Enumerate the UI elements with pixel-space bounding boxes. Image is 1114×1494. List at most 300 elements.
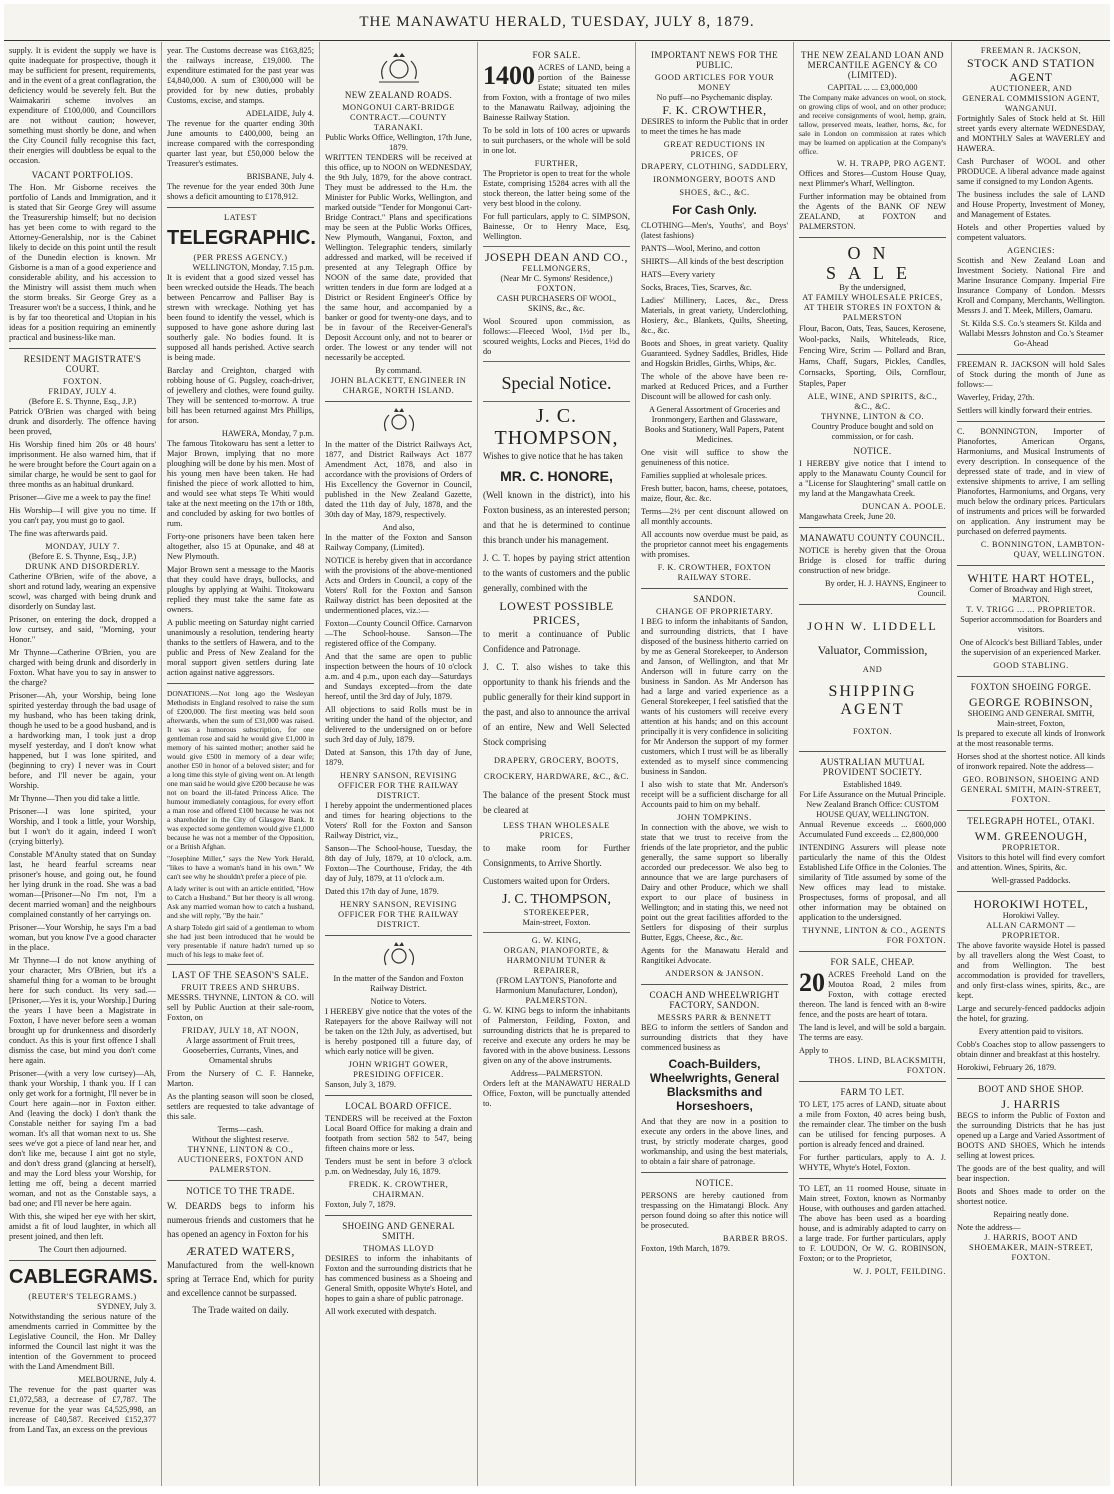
article-paragraph: The business includes the sale of LAND and House Property, Investment of Money, and Management of Estates.	[957, 190, 1105, 219]
advertiser-name: GEORGE ROBINSON,	[968, 695, 1093, 709]
article-paragraph: The Company make advances on wool, on stock, on growing clips of wool, and on other produce; and receive consignments of wool, hemp, grain, tallow, preserved meats, leather, horns, &c, for sale in London on commission at rates which may be learned on application at the Company's office.	[799, 93, 946, 156]
article-paragraph: The goods are of the best quality, and will bear inspection.	[957, 1164, 1105, 1183]
article-paragraph: Boots and Shoes, in great variety. Quality Guaranteed. Sydney Saddles, Bridles, Hide and Hogskin Bridles, Girths, Whips, &c.	[641, 339, 788, 368]
section-heading: FOXTON SHOEING FORGE.	[970, 682, 1092, 692]
article-paragraph: Sanson—The School-house, Tuesday, the 8th day of July, 1879, at 10 o'clock, a.m. Foxton—The Courthouse, Friday, the 4th day of July, 1879, at 11 o'clock a.m.	[325, 844, 472, 883]
article-paragraph: To be sold in lots of 100 acres or upwards to suit purchasers, or the whole will be sold in one lot.	[483, 126, 630, 155]
dateline: FOXTON.	[62, 377, 103, 386]
signature: JOHN TOMPKINS.	[677, 813, 752, 822]
article-paragraph: DONATIONS.—Not long ago the Wesleyan Methodists in England resolved to raise the sum of £200,000. The first meeting was held soon afterwards, when the sum of £31,000 was raised. It was a humorous subscription, for one gentleman rose and said he would give £1,000 in memory of his sainted mother; another said he would give £500 in memory of a dear wife; another £50 in honor of a beloved sister; and for a long time this style of giving went on. At length one man said he would give £200 because he was not on board the ill-fated Princess Alice. The humour immediately contagious, for every effort a man rose and offered £100 because he was not a shareholder in the City of Glasgow Bank. It was expected some gentlemen would give £1,000 because he was not a member of the Opposition, or a British Afghan.	[167, 689, 314, 851]
article-paragraph: His Worship—I will give you no time. If you can't pay, you must go to gaol.	[9, 506, 156, 525]
masthead	[4, 4, 1110, 41]
column-4	[478, 42, 636, 1486]
advertiser-name: F. K. CROWTHER,	[662, 103, 767, 117]
article-paragraph: Socks, Braces, Ties, Scarves, &c.	[641, 283, 752, 292]
divider	[957, 421, 1105, 422]
section-heading: SHOEING AND GENERAL SMITH.	[342, 1221, 455, 1241]
signature: JOHN WRIGHT GOWER, PRESIDING OFFICER.	[348, 1060, 449, 1079]
article-paragraph: DESIRES to inform the inhabitants of Foxton and the surrounding districts that he has commenced business as a Shoeing and General Smith, opposite Whyte's Hotel, and hopes to gain a share of public patronage.	[325, 1254, 472, 1303]
article-paragraph: J. C. T. hopes by paying strict attention to the wants of customers and the public generally, combined with the	[483, 553, 630, 593]
subheading: PRICES,	[539, 831, 574, 840]
subheading: STOREKEEPER,	[523, 908, 590, 917]
cablegrams-title: CABLEGRAMS.	[9, 1266, 158, 1288]
article-paragraph: NOTICE is hereby given that in accordance with the provisions of the above-mentioned Acts and Orders in Council, a copy of the Voters' Roll for the Foxton and Sanson Railway district has been deposited at the undermentioned places, viz.:—	[325, 556, 472, 615]
article-paragraph: Is prepared to execute all kinds of Ironwork at the most reasonable terms.	[957, 729, 1105, 748]
article-paragraph: (Well known in the district), into his Foxton business, as an interested person; and that he is determined to continue this branch under his management.	[483, 490, 630, 545]
signature: FREDK. K. CROWTHER, CHAIRMAN.	[348, 1180, 449, 1199]
article-paragraph: A lady writer is out with an article entitled, "How to Catch a Husband." But her theory is all wrong. Ask any married woman how to catch a husband, and she will reply, "By the hair."	[167, 884, 314, 920]
column-2	[162, 42, 320, 1486]
article-paragraph: TO LET, an 11 roomed House, situate in Main street, Foxton, known as Normanby House, with outhouses and garden attached. The above has been used as a boarding house, and is admirably adapted to carry on a large trade. For further particulars, apply to F. LOUDON, Or W. G. ROBINSON, Foxton; or to the Proprietor,	[799, 1184, 946, 1263]
divider	[957, 891, 1105, 892]
article-paragraph: Foxton—County Council Office. Carnarvon—The School-house. Sanson—The registered office of the Company.	[325, 619, 472, 648]
article-paragraph: to merit a continuance of Public Confidence and Patronage.	[483, 629, 630, 654]
article-paragraph: Wool Scoured upon commission, as follows:—Fleeced Wool, 1½d per lb., scoured weights, Locks and Pieces, 1½d do do	[483, 317, 630, 356]
acres-text: ACRES of LAND, being a portion of the Bainesse Estate; situated ten miles from Foxton, with a frontage of two miles to the Manawatu Railway, adjoining the Bainesse Railway Station.	[483, 63, 630, 122]
article-paragraph: All work executed with despatch.	[325, 1307, 437, 1316]
article-paragraph: One visit will suffice to show the genuineness of this notice.	[641, 448, 788, 467]
dateline: Horokiwi Valley.	[1002, 911, 1060, 920]
column-6	[794, 42, 952, 1486]
article-paragraph: Customers waited upon for Orders.	[483, 876, 610, 886]
article-paragraph: A public meeting on Saturday night carried unanimously a resolution, tendering hearty thanks to the settlers of Hawera, and to the public and Press of New Zealand for the moral support given settlers during late action against native aggressors.	[167, 618, 314, 677]
advertiser-name: FREEMAN R. JACKSON,	[980, 46, 1082, 55]
dateline: HAWERA, Monday, 7 p.m.	[221, 429, 314, 438]
dateline: Note the address—	[957, 1223, 1021, 1232]
section-heading: VACANT PORTFOLIOS.	[31, 170, 134, 180]
dateline: (Before E. S. Thynne, Esq., J.P.)	[28, 552, 137, 561]
acres-number: 20	[799, 968, 825, 997]
subheading: ÆRATED WATERS,	[186, 1244, 295, 1258]
article-paragraph: The famous Titokowaru has sent a letter to Major Brown, implying that no more ploughing will be done by his men. Most of his young men have been taken. He had finished the piece of work allotted to him, and would see what steps Te Whiti would take at the next meeting on the 17th or 18th, and concluded by asking for two bottles of rum.	[167, 439, 314, 528]
signature: W. J. POLT, FEILDING.	[853, 1267, 946, 1276]
subheading: GOOD ARTICLES FOR YOUR MONEY	[654, 73, 775, 92]
divider	[799, 951, 946, 952]
dateline: Established 1849.	[843, 780, 902, 789]
subheading: Notice to Voters.	[370, 997, 427, 1006]
advertiser-name: JOHN W. LIDDELL	[807, 619, 938, 633]
article-paragraph: Fresh butter, bacon, hams, cheese, potatoes, maize, flour, &c. &c.	[641, 484, 788, 503]
advertiser-name: JOSEPH DEAN AND CO.,	[484, 250, 628, 264]
special-notice-title: Special Notice.	[501, 373, 612, 393]
subheading: Coach-Builders, Wheelwrights, General Blacksmiths and Horseshoers,	[649, 1057, 780, 1113]
subheading: GREAT REDUCTIONS IN	[663, 140, 766, 149]
divider	[957, 810, 1105, 811]
dateline: Foxton, 19th March, 1879.	[641, 1244, 730, 1253]
article-paragraph: One of Alcock's best Billiard Tables, under the supervision of an experienced Marker.	[959, 638, 1103, 657]
article-paragraph: I HEREBY give notice that the votes of the Ratepayers for the above Railway will not be taken on the 12th July, as advertised, but is hereby postponed till a future day, of which early notice will be given.	[325, 1007, 472, 1056]
dateline: By the undersigned,	[839, 283, 906, 292]
divider	[799, 751, 946, 752]
article-paragraph: As the planting season will soon be closed, settlers are requested to take advantage of this sale.	[167, 1092, 314, 1121]
article-paragraph: SHIRTS—All kinds of the best description	[641, 257, 784, 266]
article-paragraph: Ladies' Millinery, Laces, &c., Dress Materials, in great variety, Underclothing, Hosiery, &c., Blankets, Quilts, Sheeting, &c., &c.	[641, 296, 788, 335]
subheading: ALE, WINE, AND SPIRITS, &C., &C., &C.	[807, 392, 938, 411]
divider	[325, 1215, 472, 1216]
article-paragraph: From the Nursery of C. F. Hanneke, Marton.	[167, 1069, 314, 1088]
advertisement	[483, 401, 630, 928]
article-paragraph: year. The Customs decrease was £163,825; the railways increase, £19,000. The expenditure estimated for the past year was £4,840,000. A sum of £300,000 will be provided for by new duties, probably Customs, excise, and stamps.	[167, 46, 314, 105]
dateline: Mangawhata Creek, June 20.	[799, 512, 896, 521]
article-paragraph: I also wish to state that Mr. Anderson's receipt will be a sufficient discharge for all Accounts paid to him on my behalf.	[641, 780, 788, 809]
article-paragraph: supply. It is evident the supply we have is quite inadequate for prospective, though it may be sufficient for present, requirements, and in the event of a great conflagration, the deficiency would be severely felt. But the Waimakariri scheme involves an expenditure of £100,000, and Councillors are not without caution; however, something must shortly be done, and when the City Council fully recognise this fact, their energies will doubtless be equal to the occasion.	[9, 46, 156, 165]
signature: F. K. CROWTHER, FOXTON RAILWAY STORE.	[657, 563, 772, 582]
subheading: ORGAN, PIANOFORTE, & HARMONIUM TUNER & REPAIRER,	[503, 946, 610, 975]
dateline: FOXTON.	[536, 284, 577, 293]
subheading: PRICES, OF	[690, 150, 739, 159]
article-paragraph: Mr Thynne—Catherine O'Brien, you are charged with being drunk and disorderly in Foxton. What have you to say in answer to the charge?	[9, 648, 156, 687]
article-paragraph: NOTICE is hereby given that the Oroua Bridge is closed for traffic during construction of new bridge.	[799, 546, 946, 575]
article-paragraph: The fine was afterwards paid.	[9, 529, 108, 538]
subheading: AUCTIONEER, AND	[989, 84, 1073, 93]
dateline: Main-street, Foxton.	[522, 918, 591, 927]
divider	[325, 401, 472, 402]
subheading: LESS THAN WHOLESALE	[503, 821, 610, 830]
signature: THOS. LIND, BLACKSMITH, FOXTON.	[828, 1056, 946, 1075]
article-paragraph: Forty-one prisoners have been taken here altogether, also 15 at Opunake, and 48 at New Plymouth.	[167, 532, 314, 561]
article-paragraph: Agents for the Manawatu Herald and Rangitikei Advocate.	[641, 946, 788, 965]
dateline: For Life Assurance on the Mutual Principle.	[799, 790, 946, 799]
divider	[325, 1095, 472, 1096]
article-paragraph: St. Kilda S.S. Co.'s steamers St. Kilda and Wallabi Messrs Johnston and Co.'s Steamer Go-Ahead	[958, 319, 1104, 348]
section-heading: COACH AND WHEELWRIGHT FACTORY, SANDON.	[649, 990, 780, 1010]
advertiser-name: G. W. KING,	[531, 936, 582, 945]
section-heading: TELEGRAPH HOTEL, OTAKI.	[967, 816, 1095, 826]
signature: By order, H. J. HAYNS, Engineer to Council.	[824, 579, 946, 598]
divider	[799, 1081, 946, 1082]
article-paragraph: In the matter of the Foxton and Sanson Railway Company, (Limited).	[325, 533, 472, 552]
subheading: AT FAMILY WHOLESALE PRICES, AT THEIR STORES IN FOXTON & PALMERSTON	[802, 293, 943, 322]
divider	[167, 964, 314, 965]
article-paragraph: BEG to inform the settlers of Sandon and surrounding districts that they have commenced business as	[641, 1023, 788, 1052]
advertiser-name: WHITE HART HOTEL,	[967, 571, 1095, 585]
dateline: WANGANUI.	[1004, 104, 1058, 113]
on-sale-title: ON SALE	[826, 243, 919, 283]
subheading: (REUTER'S TELEGRAMS.)	[28, 1292, 137, 1301]
dateline: BRISBANE, July 4.	[246, 172, 314, 181]
article-paragraph: Catherine O'Brien, wife of the above, a short and rotund lady, wearing an expensive scowl, was charged with being drunk and disorderly on Sunday last.	[9, 572, 156, 611]
acres-text: ACRES Freehold Land on the Moutoa Road, 2 miles from Foxton, with cottage erected thereon. The land is fenced with an 8-wire fence, and the posts are heart of totara.	[799, 970, 946, 1019]
telegraphic-title: TELEGRAPHIC.	[167, 227, 316, 249]
subheading: MONGONUI CART-BRIDGE CONTRACT.—COUNTY TARANAKI.	[342, 103, 455, 132]
divider	[641, 1172, 788, 1173]
article-paragraph: Prisoner—Give me a week to pay the fine!	[9, 493, 152, 502]
section-heading: AUSTRALIAN MUTUAL PROVIDENT SOCIETY.	[819, 757, 926, 777]
article-paragraph: The above favorite wayside Hotel is passed by all travellers along the West Coast, to and from Wellington. The best accommodation is provided for travellers, and only first-class wines, spirits, &c., are kept.	[957, 941, 1105, 1000]
subheading: LATEST	[224, 213, 257, 222]
article-paragraph: "Josephine Miller," says the New York Herald, "likes to have a woman's hand in his own." We can't see why he shouldn't prefer a piece of pie.	[167, 854, 314, 881]
article-paragraph: to make room for Further Consignments, to Arrive Shortly.	[483, 843, 630, 868]
article-paragraph: In connection with the above, we wish to state that we trust to receive from the friends of the late proprietor, and the public generally, the same support so liberally accorded our predecessor. We also beg to announce that we are large purchasers of Dairy and other Produce, which we shall export to our place of business in Wellington; and in stating this, we need not point out the great facilities afforded to the Settlers for disposing of their surplus Butter, Eggs, Cheese, &c., &c.	[641, 823, 788, 942]
signature: ANDERSON & JANSON.	[665, 969, 764, 978]
article-paragraph: Prisoner—(with a very low curtsey)—Ah, thank your Worship, I thank you. If I can only get work for a fortnight, I'll never be in Court here again—nor in Foxton either. And (leaving the dock) I don't thank the Constable neither for saying I'm a bad woman. It's all that woman next to us. She sees we've got a piece of land near her, and don't like me, because I aint got no style, and don't dress grand (glancing at herself), and may the Lord bless your Worship, for letting me off, being a decent married woman, and not as the Constable says, a bad one; and I'll never be here again.	[9, 1069, 156, 1208]
page-title: THE MANAWATU HERALD, TUESDAY, JULY 8, 1879.	[359, 13, 755, 30]
article-paragraph: TO LET, 175 acres of LAND, situate about a mile from Foxton, 40 acres being bush, the remainder clear. The timber on the bush can be utilised for fencing purposes. A portion is already fenced and drained.	[799, 1100, 946, 1149]
royal-crest-icon	[325, 941, 472, 969]
divider	[9, 348, 156, 349]
article-paragraph: And that they are now in a position to execute any orders in the above lines, and trust, by strictly moderate charges, good workmanship, and using the best materials, to obtain a fair share of patronage.	[641, 1117, 788, 1166]
column-3	[320, 42, 478, 1486]
article-paragraph: TENDERS will be received at the Foxton Local Board Office for making a drain and footpath from section 582 to 547, being fifteen chains more or less.	[325, 1114, 472, 1153]
article-paragraph: Prisoner—Ah, your Worship, being lone spirited yesterday through the bad usage of my husband, who has been taking drink, though he used to be a good husband, and is a hardworking man, I took just a drop myself yesterday, and I don't know what happened, but I was lone spirited, and (beginning to cry) I never was in Court before, and I'll never be again, your Worship.	[9, 691, 156, 790]
section-heading: THE NEW ZEALAND LOAN AND MERCANTILE AGENCY & CO (LIMITED).	[801, 50, 944, 80]
dateline: (FROM LAYTON'S, Pianoforte and Harmonium Manufacturer, London),	[495, 976, 618, 995]
advertiser-name: WM. GREENOUGH,	[974, 829, 1088, 843]
dateline: Corner of Broadway and High street, MARTON.	[969, 585, 1093, 604]
article-paragraph: The revenue for the year ended 30th June shows a deficit amounting to £178,912.	[167, 182, 314, 201]
signature: THYNNE, LINTON & CO.	[820, 412, 925, 421]
subheading: FURTHER,	[534, 159, 579, 168]
article-paragraph: INTENDING Assurers will please note particularly the name of this the Oldest Established Life Office in the Colonies. The similarity of Title assumed by some of the New offices may lead to mistake. Prospectuses, forms of proposal, and all other information may be obtained on application to the undersigned.	[799, 843, 946, 922]
divider	[957, 354, 1105, 355]
article-paragraph: I BEG to inform the inhabitants of Sandon, and surrounding districts, that I have disposed of the business hitherto carried on by me as General Storekeeper, to Anderson and Janson, of Wellington, and that Mr Anderson will in future carry on the business in Sandon. As Mr Anderson has had a large and varied experience as a General Storekeeper, I feel satisfied that the wants of his customers will receive every attention at his hands; and on this account principally it is very confidence in soliciting for Mr Anderson the support of my former customers, which I trust will be as liberally extended as to myself since commencing business in Sandon.	[641, 617, 789, 776]
dateline: Foxton, July 7, 1879.	[325, 1200, 396, 1209]
article-paragraph: Wishes to give notice that he has taken	[483, 451, 623, 461]
acres-number: 1400	[483, 61, 535, 90]
section-heading: IMPORTANT NEWS FOR THE PUBLIC.	[651, 50, 778, 70]
article-paragraph: All objections to said Rolls must be in writing under the hand of the objector, and delivered to the undersigned on or before such 3rd day of July, 1879.	[325, 705, 472, 744]
article-paragraph: G. W. KING begs to inform the inhabitants of Palmerston, Feilding, Foxton, and surrounding districts that he is prepared to receive and execute any orders he may be favored with in the above business. Lessons given on any of the above instruments.	[483, 1006, 630, 1065]
article-paragraph: CASH PURCHASERS OF WOOL, SKINS, &c., &c.	[496, 294, 617, 313]
article-paragraph: Major Brown sent a message to the Maoris that they could have drays, bullocks, and ploughs by applying at Waihi. Titokowaru replied they must take the same fate as owners.	[167, 565, 314, 614]
article-paragraph: Repairing neatly done.	[993, 1210, 1069, 1219]
divider	[167, 207, 314, 208]
goods-list: Flour, Bacon, Oats, Teas, Sauces, Kerosene, Wool-packs, Nails, Whiteleads, Rice, Fencing Wire, Scrim — Pollard and Bran, Hams, Chaff, Sugars, Pickles, Candles, Cornsacks, Sporting, Oils, Cornflour, Staples, Paper	[799, 324, 946, 388]
section-heading: FOR SALE, CHEAP.	[830, 957, 915, 967]
subheading: PROPRIETOR.	[1001, 843, 1061, 852]
signature: HENRY SANSON, REVISING OFFICER FOR THE RAILWAY DISTRICT.	[338, 771, 459, 800]
article-paragraph: DESIRES to inform the Public that in order to meet the times he has made	[641, 117, 788, 136]
divider	[641, 984, 788, 985]
section-heading: NOTICE.	[853, 446, 892, 456]
article-paragraph: Mr Thynne—Then you did take a little.	[9, 794, 140, 803]
column-7	[952, 42, 1110, 1486]
article-paragraph	[799, 970, 946, 1020]
signature: JOHN BLACKETT, ENGINEER IN CHARGE, NORTH ISLAND.	[330, 376, 467, 395]
divider	[957, 676, 1105, 677]
article-paragraph: Families supplied at wholesale prices.	[641, 471, 768, 480]
signature: W. H. TRAPP, PRO AGENT.	[836, 159, 946, 168]
column-5	[636, 42, 794, 1486]
signature: THYNNE, LINTON & CO., AUCTIONEERS, FOXTON AND PALMERSTON.	[177, 1145, 304, 1174]
article-paragraph: Annual Revenue exceeds ... £600,000 Accumulated Fund exceeds ... £2,800,000	[799, 820, 946, 839]
article-paragraph: Notwithstanding the serious nature of the amendments carried in Committee by the Legislative Council, the Hon. Mr Dalley informed the Council last night it was the intention of the Government to proceed with the Land Amendment Bill.	[9, 1312, 156, 1371]
article-paragraph: The Court then adjourned.	[38, 1245, 127, 1254]
terms: Terms—cash.	[217, 1125, 264, 1134]
section-heading: FOR SALE.	[532, 50, 581, 60]
goods-list: DRAPERY, GROCERY, BOOTS, CROCKERY, HARDWARE, &C., &C.	[483, 756, 630, 781]
article-paragraph: Orders left at the MANAWATU HERALD Office, Foxton, will be punctually attended to.	[483, 1079, 630, 1108]
article-paragraph: HATS—Every variety	[641, 270, 715, 279]
subheading: GENERAL COMMISSION AGENT,	[962, 94, 1100, 103]
dateline: T. V. TRIGG ... ... PROPRIETOR.	[966, 605, 1096, 614]
article-paragraph: His Worship fined him 20s or 48 hours' imprisonment. He also warned him, that if he were brought before the Court again on a similar charge, he would be sent to gaol for three months as an habitual drunkard.	[9, 440, 156, 489]
royal-crest-icon	[325, 407, 472, 435]
subheading: AGENCIES:	[1007, 246, 1055, 255]
goods-list: DRAPERY, CLOTHING, SADDLERY, IRONMONGERY, BOOTS AND SHOES, &C., &C.	[641, 162, 788, 197]
article-paragraph: With this, she wiped her eye with her skirt, amidst a fit of loud laughter, in which all present joined, and then left.	[9, 1212, 156, 1241]
divider	[641, 588, 788, 589]
article-paragraph: Horses shod at the shortest notice. All kinds of ironwork repaired. Note the address—	[957, 752, 1105, 771]
dateline: Sanson, July 3, 1879.	[325, 1080, 396, 1089]
article-paragraph: Terms—2½ per cent discount allowed on all monthly accounts.	[641, 507, 788, 526]
article-paragraph: Mr Thynne—I do not know anything of your character, Mrs O'Brien, but it's a shameful thing for a woman to be brought here for such conduct. Its very sad.—[Prisoner,—Yes it is, your Worship.] During the years I have been a Magistrate in Foxton, I have never before seen a woman brought up for drunkenness and disorderly conduct. As this is your first offence I shall dismiss the case, but mind you don't come here again.	[9, 956, 156, 1065]
subheading: DRUNK AND DISORDERLY.	[25, 562, 140, 571]
article-paragraph: Constable M'Anulty stated that on Sunday last, he heard fearful screams near prisoner's house, and going out, he found her lying drunk in the road. She was a bad woman—[Prisoner—No I'm not, I'm a decent married woman] and the neighbours complained constantly of her carryings on.	[9, 850, 156, 919]
section-heading: NOTICE TO THE TRADE.	[186, 1186, 295, 1196]
dateline: SHOEING AND GENERAL SMITH, Main-street, Foxton,	[967, 709, 1095, 728]
subheading: FELLMONGERS,	[522, 264, 591, 273]
article-paragraph: BEGS to inform the Public of Foxton and the surrounding Districts that he has just opened up a Large and Varied Assortment of BOOTS AND SHOES, Which he intends selling at lowest prices.	[957, 1111, 1105, 1160]
advertiser-name: J. HARRIS	[1001, 1097, 1061, 1111]
advertiser-name: HOROKIWI HOTEL,	[973, 897, 1089, 911]
article-paragraph: FREEMAN R. JACKSON will hold Sales of Stock during the month of June as follows:—	[957, 360, 1105, 389]
article-paragraph: J. C. T. also wishes to take this opportunity to thank his friends and the public generally for their kind support in the past, and also to announce the arrival of an entire, New and Well Selected Stock comprising	[483, 662, 630, 747]
dateline: PALMERSTON.	[525, 996, 588, 1005]
cash-only: For Cash Only.	[672, 203, 757, 217]
divider	[799, 527, 946, 528]
dateline: (Before E. S. Thynne, Esq., J.P.)	[28, 397, 137, 406]
article-paragraph: Fortnightly Sales of Stock held at St. Hill street yards every alternate WEDNESDAY, and MONTHLY Sales at WAVERLEY and HAWERA.	[957, 114, 1105, 153]
article-paragraph: Cash Purchaser of WOOL and other PRODUCE. A liberal advance made against same if consigned to my London Agents.	[957, 157, 1105, 186]
signature: BARBER BROS.	[722, 1234, 788, 1243]
subheading: FRUIT TREES AND SHRUBS.	[181, 983, 300, 992]
sale-list: A large assortment of Fruit trees, Gooseberries, Currants, Vines, and Ornamental shrubs	[182, 1036, 299, 1065]
dateline: FRIDAY, JULY 4.	[48, 387, 117, 396]
divider	[957, 565, 1105, 566]
section-heading: MANAWATU COUNTY COUNCIL.	[799, 533, 946, 543]
article-paragraph: And that the same are open to public inspection between the hours of 10 o'clock a.m. and 4 p.m., upon each day—Saturdays and Sundays excepted—from the date hereof, until the 3rd day of July, 1879.	[325, 652, 472, 701]
divider	[799, 237, 946, 238]
advertisement	[483, 361, 630, 393]
article-paragraph: PERSONS are hereby cautioned from trespassing on the Himatangi Block. Any person found doing so after this notice will be prosecuted.	[641, 1191, 788, 1230]
article-paragraph: I HEREBY give notice that I intend to apply to the Manawatu County Council for a "License for Slaughtering" small cattle on my land at the Mangawhata Creek.	[799, 459, 946, 498]
section-heading: FARM TO LET.	[840, 1087, 905, 1097]
divider	[957, 1078, 1105, 1079]
article-paragraph: Every attention paid to visitors.	[978, 1027, 1084, 1036]
section-heading: SANDON.	[693, 594, 736, 604]
article-paragraph: The land is level, and will be sold a bargain. The terms are easy.	[799, 1023, 946, 1042]
article-paragraph: A General Assortment of Groceries and Ironmongery, Earthen and Glassware, Books and Stationery, Wall Papers, Patent Medicines.	[644, 405, 785, 444]
reserve: Without the slightest reserve.	[192, 1135, 289, 1144]
dateline: WELLINGTON, Monday, 7.15 p.m.	[192, 263, 314, 272]
article-paragraph: The balance of the present Stock must be cleared at	[483, 790, 630, 815]
subheading: Well-grassed Paddocks.	[991, 876, 1071, 885]
advertiser-name: MESSRS PARR & BENNETT	[657, 1013, 772, 1022]
signature: GEO. ROBINSON, SHOEING AND GENERAL SMITH, MAIN-STREET, FOXTON.	[960, 775, 1102, 804]
subheading: GOOD STABLING.	[993, 661, 1069, 670]
divider	[799, 1178, 946, 1179]
dateline: SYDNEY, July 3.	[97, 1302, 156, 1311]
article-paragraph: Dated this 17th day of June, 1879.	[325, 887, 439, 896]
dateline: Apply to	[799, 1046, 829, 1055]
article-paragraph: Large and securely-fenced paddocks adjoin the hotel, for grazing.	[957, 1004, 1105, 1023]
signature: HENRY SANSON, REVISING OFFICER FOR THE RAILWAY DISTRICT.	[338, 900, 459, 929]
section-heading: LAST OF THE SEASON'S SALE.	[172, 970, 309, 980]
dateline: Horokiwi, February 26, 1879.	[957, 1063, 1057, 1072]
subheading: LOWEST POSSIBLE	[499, 599, 614, 613]
divider	[167, 1180, 314, 1181]
article-paragraph: The Proprietor is open to treat for the whole Estate, comprising 15284 acres with all the stock thereon, the latter being some of the very best blood in the colony.	[483, 169, 630, 208]
article-paragraph: W. DEARDS begs to inform his numerous friends and customers that he has opened an agency in Foxton for his	[167, 1201, 314, 1239]
signature: C. BONNINGTON, LAMBTON-QUAY, WELLINGTON.	[980, 540, 1105, 559]
article-paragraph: Scottish and New Zealand Loan and Investment Society. National Fire and Marine Insurance Company. Imperial Fire Insurance Company of London. Messrs Kroll and Company, Merchants, Wellington. Messrs J. and T. Meek, Millers, Oamaru.	[957, 256, 1105, 315]
article-paragraph: Further information may be obtained from the Agents of the BANK OF NEW ZEALAND, at FOXTON and PALMERSTON.	[799, 192, 946, 231]
article-paragraph: CLOTHING—Men's, Youths', and Boys' (latest fashions)	[641, 221, 788, 240]
dateline: By command.	[375, 366, 422, 375]
article-paragraph: A sharp Toledo girl said of a gentleman to whom she had just been introduced that he would be very presentable if nature hadn't turned up so much of his legs to make feet of.	[167, 923, 314, 959]
section-heading: NEW ZEALAND ROADS.	[344, 90, 453, 100]
subheading: CHANGE OF PROPRIETARY.	[656, 607, 773, 616]
article-paragraph: The revenue for the past quarter was £1,072,583, a decrease of £7,787. The revenue for the year was £4,525,998, an increase of £40,587. Received £152,377 from Land Tax, an excess on the previous	[9, 1385, 156, 1434]
article-paragraph: Prisoner, on entering the dock, dropped a low curtsey, and said, "Morning, your Honor."	[9, 615, 156, 644]
article-paragraph: For full particulars, apply to C. SIMPSON, Bainesse, Or to Henry Mace, Esq, Wellington.	[483, 212, 630, 241]
article-paragraph: I hereby appoint the undermentioned places and times for hearing objections to the Voters' Roll for the Foxton and Sanson Railway District, viz.,	[325, 801, 472, 840]
article-paragraph: Cobb's Coaches stop to allow passengers to obtain dinner and breakfast at this hostelry.	[957, 1040, 1105, 1059]
article-paragraph: In the matter of the District Railways Act, 1877, and District Railways Act 1877 Amendment Act, 1878, and also in accordance with the provisions of Orders of His Excellency the Governor in Council, published in the New Zealand Gazette, dated the 11th day of July, 1878, and the 30th day of May, 1879, respectively.	[325, 440, 472, 519]
dateline: MELBOURNE, July 4.	[78, 1375, 156, 1384]
dateline: Address—PALMERSTON.	[510, 1069, 603, 1078]
article-paragraph: Superior accommodation for Boarders and visitors.	[960, 615, 1102, 634]
advertiser-name: J. C. THOMPSON,	[501, 892, 612, 907]
advertisement	[483, 246, 630, 357]
signature: THYNNE, LINTON & CO., AGENTS FOR FOXTON.	[802, 926, 946, 945]
article-paragraph: The Hon. Mr Gisborne receives the portfolio of Lands and Immigration, and it is stated that Sir George Grey will assume the Treasurership himself; but no decision has yet been come to with regard to the Attorney-Generalship, nor is the Cabinet likely to decide on this point until the result of the Dunedin election is known. Mr Gisborne is a man of a good experience and considerable ability, and his accession to the Ministry will assist them much when the storm breaks. Sir George Grey as a Treasurer won't be a success, I think, and he is by far too theoretical and Utopian in his ideas for a position requiring an eminently practical and business-like man.	[9, 183, 156, 342]
article-paragraph: It is evident that a good sized vessel has been wrecked outside the Heads. The beach between Pencarrow and Palliser Bay is strewn with wreckage. Nothing yet has been found to identify the vessel, which is supposed to have gone ashore during last southerly gale. No bodies found. It is supposed all hands perished. Active search is being made.	[167, 273, 314, 362]
article-paragraph: For further particulars, apply to A. J. WHYTE, Whyte's Hotel, Foxton.	[799, 1153, 946, 1172]
dateline: And also,	[382, 523, 415, 532]
article-paragraph: Visitors to this hotel will find every comfort and attention. Wines, Spirits, &c.	[957, 853, 1105, 872]
article-paragraph: PANTS—Wool, Merino, and cotton	[641, 244, 761, 253]
dateline: New Zealand Branch Office: CUSTOM HOUSE QUAY, WELLINGTON.	[806, 800, 939, 819]
article-paragraph: Waverley, Friday, 27th.	[957, 393, 1035, 402]
article-paragraph: MESSRS. THYNNE, LINTON & CO. will sell by Public Auction at their sale-room, Foxton, on	[167, 993, 314, 1022]
article-paragraph	[483, 63, 630, 123]
royal-crest-icon	[325, 51, 472, 85]
article-paragraph: Dated at Sanson, this 17th day of June, 1879.	[325, 748, 472, 767]
article-paragraph: Prisoner—Your Worship, he says I'm a bad woman, but you know I've a good character in the place.	[9, 923, 156, 952]
section-heading: NOTICE.	[695, 1178, 734, 1188]
dateline: (Near Mr C. Symons' Residence,)	[500, 274, 613, 283]
article-paragraph: Offices and Stores—Custom House Quay, next Plimmer's Wharf, Wellington.	[799, 169, 946, 188]
dateline: ADELAIDE, July 4.	[245, 109, 314, 118]
advertisement	[483, 932, 630, 1109]
article-paragraph: Barclay and Creighton, charged with robbing house of G. Pugsley, coach-driver, of jewellery and clothes, were found guilty. They will be sentenced to-morrow. A true bill has been returned against Mrs Phillips, for arson.	[167, 366, 314, 425]
advertiser-name: MR. C. HONORE,	[500, 468, 613, 484]
subheading: AND	[862, 665, 883, 674]
dateline: No puff—no Psychemanic display.	[656, 93, 773, 102]
article-paragraph: Prisoner—I was lone spirited, your Worship, and I took a little, your Worship, but I won't do it again, indeed I won't (crying bitterly).	[9, 807, 156, 846]
article-paragraph: The revenue for the quarter ending 30th June amounts to £400,000, being an increase compared with the corresponding quarter last year, but £50,000 below the Treasurer's estimates.	[167, 119, 314, 168]
subheading: SHIPPING AGENT	[828, 683, 917, 718]
article-paragraph: Patrick O'Brien was charged with being drunk and disorderly. The offence having been proved,	[9, 407, 156, 436]
section-heading: LOCAL BOARD OFFICE.	[345, 1101, 452, 1111]
divider	[799, 604, 946, 605]
signature: DUNCAN A. POOLE.	[861, 502, 946, 511]
article-paragraph: Hotels and other Properties valued by competent valuators.	[957, 223, 1105, 242]
subheading: Valuator, Commission,	[817, 643, 928, 657]
subheading: PRICES,	[532, 613, 581, 627]
column-1	[4, 42, 162, 1486]
article-paragraph: C. BONNINGTON, Importer of Pianofortes, American Organs, Harmoniums, and Musical Instruments of every description. In consequence of the depressed state of trade, and in view of extensive shipments to arrive, I am selling Pianofortes, Harmoniums, and Organs, very much below the ordinary prices. Particulars of instruments and prices will be forwarded on application. Any instrument may be purchased on deferred payments.	[957, 427, 1105, 536]
dateline: MONDAY, JULY 7.	[45, 542, 120, 551]
sale-date: FRIDAY, JULY 18, AT NOON,	[181, 1026, 299, 1035]
capital: CAPITAL ... ... £3,000,000	[827, 83, 918, 92]
article-paragraph: Country Produce bought and sold on commission, or for cash.	[811, 422, 934, 441]
dateline: ALLAN CARMONT — PROPRIETOR.	[986, 921, 1076, 940]
advertiser-name: THOMAS LLOYD	[362, 1244, 435, 1253]
divider	[167, 683, 314, 684]
